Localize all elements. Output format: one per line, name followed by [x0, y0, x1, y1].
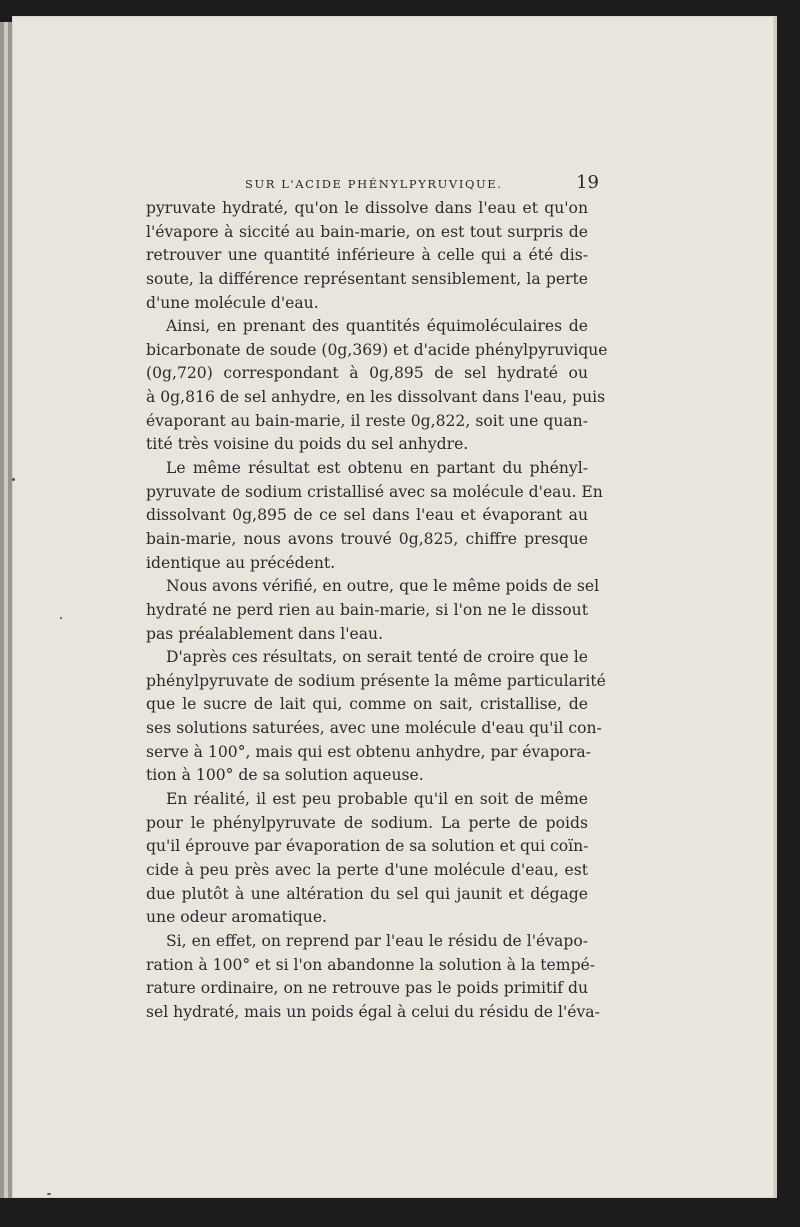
page-speck — [60, 617, 62, 619]
text-line: évaporant au bain-marie, il reste 0g,822, soit une quan- — [146, 411, 588, 430]
text-line: Ainsi, en prenant des quantités équimoléculaires de — [166, 317, 588, 336]
text-line: l'évapore à siccité au bain-marie, on est tout surpris de — [146, 222, 588, 241]
page-number: 19 — [576, 172, 599, 193]
page-speck — [12, 478, 15, 481]
paragraph — [146, 457, 603, 575]
text-line: tion à 100° de sa solution aqueuse. — [146, 766, 424, 785]
text-line: pour le phénylpyruvate de sodium. La perte de poids — [146, 813, 588, 832]
text-line: ses solutions saturées, avec une molécule d'eau qu'il con- — [146, 719, 602, 738]
paragraph — [146, 315, 608, 457]
text-line: pyruvate de sodium cristallisé avec sa molécule d'eau. En — [146, 482, 603, 501]
page-right-edge — [774, 16, 777, 1198]
text-line: (0g,720) correspondant à 0g,895 de sel hydraté ou — [146, 364, 588, 383]
text-line: bicarbonate de soude (0g,369) et d'acide phénylpyruvique — [146, 340, 608, 359]
text-line: due plutôt à une altération du sel qui jaunit et dégage — [146, 884, 588, 903]
text-line: une odeur aromatique. — [146, 908, 328, 927]
text-line: serve à 100°, mais qui est obtenu anhydre, par évapora- — [146, 742, 591, 761]
paragraph — [146, 788, 588, 930]
text-line: rature ordinaire, on ne retrouve pas le poids primitif du — [146, 979, 588, 998]
text-line: qu'il éprouve par évaporation de sa solution et qui coïn- — [146, 837, 589, 856]
text-line: Nous avons vérifié, en outre, que le même poids de sel — [166, 577, 600, 596]
text-line: cide à peu près avec la perte d'une molécule d'eau, est — [146, 860, 588, 879]
text-line: identique au précédent. — [146, 553, 336, 572]
text-line: retrouver une quantité inférieure à celle qui a été dis- — [146, 246, 588, 265]
text-line: soute, la différence représentant sensiblement, la perte — [146, 269, 588, 288]
paragraph — [146, 575, 600, 646]
text-line: tité très voisine du poids du sel anhydre. — [146, 435, 469, 454]
book-page-edge — [4, 22, 8, 1198]
text-line: pas préalablement dans l'eau. — [146, 624, 384, 643]
text-line: bain-marie, nous avons trouvé 0g,825, chiffre presque — [146, 529, 588, 548]
text-line: d'une molécule d'eau. — [146, 293, 319, 312]
text-line: dissolvant 0g,895 de ce sel dans l'eau et évaporant au — [146, 506, 588, 525]
running-head-title: SUR L'ACIDE PHÉNYLPYRUVIQUE. — [245, 177, 503, 191]
text-line: pyruvate hydraté, qu'on le dissolve dans l'eau et qu'on — [146, 199, 588, 217]
text-line: sel hydraté, mais un poids égal à celui du résidu de l'éva- — [146, 1002, 600, 1021]
text-line: que le sucre de lait qui, comme on sait, cristallise, de — [146, 695, 588, 714]
paragraph — [146, 197, 588, 315]
text-line: ration à 100° et si l'on abandonne la solution à la tempé- — [146, 955, 596, 974]
text-line: Si, en effet, on reprend par l'eau le résidu de l'évapo- — [166, 931, 588, 950]
running-head — [245, 174, 599, 194]
text-line: hydraté ne perd rien au bain-marie, si l'on ne le dissout — [146, 600, 588, 619]
paragraph — [146, 646, 606, 788]
text-line: Le même résultat est obtenu en partant du phényl- — [166, 459, 588, 478]
text-line: phénylpyruvate de sodium présente la même particularité — [146, 671, 606, 690]
text-line: D'après ces résultats, on serait tenté de croire que le — [166, 648, 588, 667]
body-text — [146, 197, 608, 1024]
page-speck — [47, 1193, 51, 1195]
paragraph — [146, 930, 600, 1025]
text-line: En réalité, il est peu probable qu'il en soit de même — [166, 790, 588, 809]
text-line: à 0g,816 de sel anhydre, en les dissolvant dans l'eau, puis — [146, 388, 606, 407]
